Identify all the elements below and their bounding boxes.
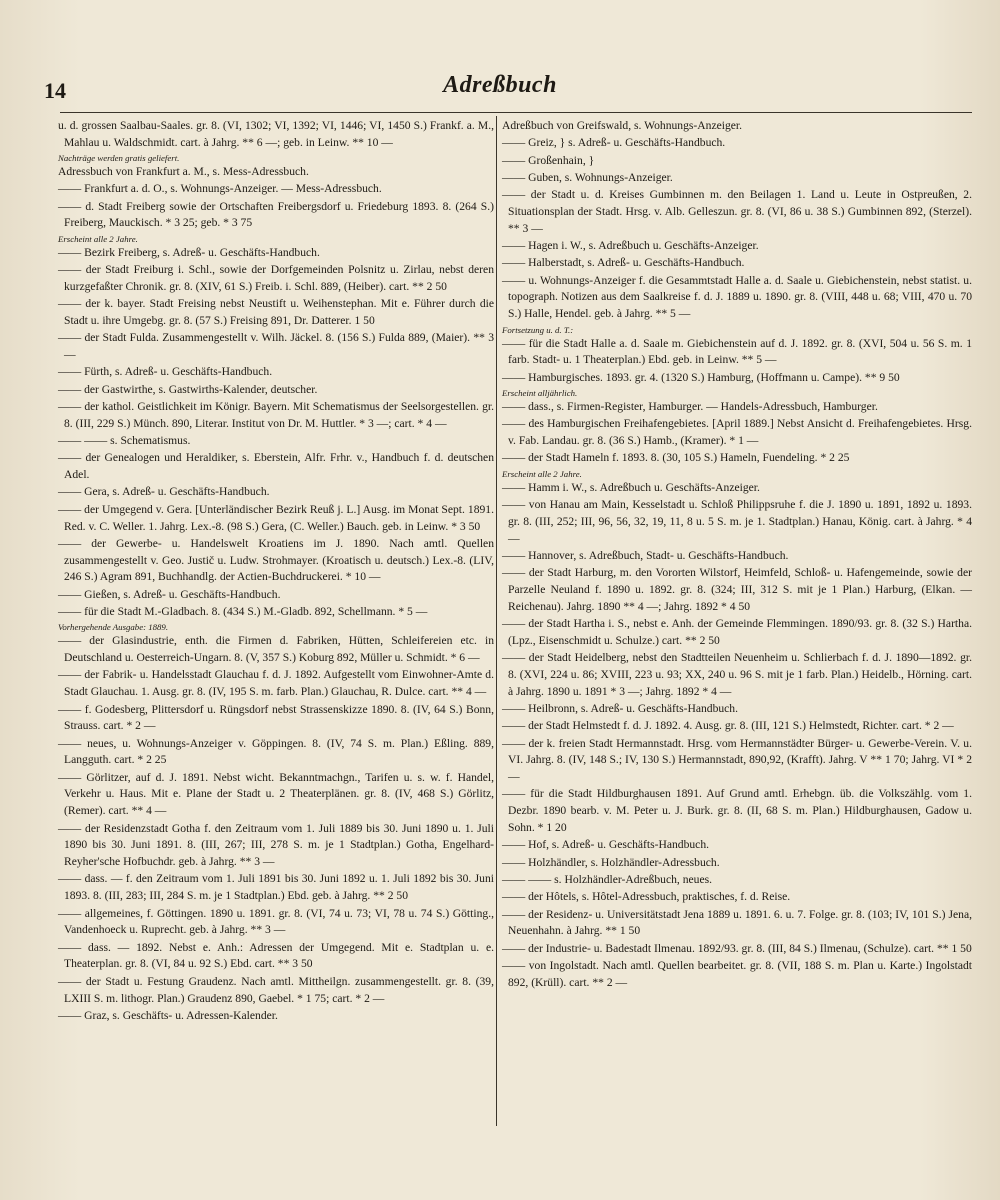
entry: —— der Stadt Harburg, m. den Vororten Wilstorf, Heimfeld, Schloß- u. Hafengemeinde, sowie der Parzelle Neuland f. 1890 u. 1892. gr. 8. (324; III, 312 S. mit je 1 Plan.) Harburg, (Elkan. — Reichenau). Jahrg. 1890 ** 4 —; Jahrg. 1892 * 4 50 <box>502 566 972 613</box>
entry: —— dass., s. Firmen-Register, Hamburger. — Handels-Adressbuch, Hamburger. <box>502 399 878 413</box>
entry: —— Greiz, } s. Adreß- u. Geschäfts-Handbuch. <box>502 136 726 150</box>
entry-note: Erscheint alle 2 Jahre. <box>502 468 582 479</box>
entry: —— der Stadt Heidelberg, nebst den Stadtteilen Neuenheim u. Schlierbach f. d. J. 1890—1892. gr. 8. (XVI, 224 u. 86; XVIII, 223 u. 93; XX, 240 u. 96 S. mit je 1 farb. Plan.) Heidelb., Hörning. cart. à Jahrg. 1890 u. 1891 * 3 —; Jahrg. 1892 * 4 — <box>502 651 972 698</box>
entry: Adressbuch von Frankfurt a. M., s. Mess-Adressbuch. <box>58 165 309 179</box>
entry: —— Halberstadt, s. Adreß- u. Geschäfts-Handbuch. <box>502 256 745 270</box>
entry: Adreßbuch von Greifswald, s. Wohnungs-Anzeiger. <box>502 119 743 132</box>
right-column <box>502 118 972 992</box>
entry: —— dass. — f. den Zeitraum vom 1. Juli 1891 bis 30. Juni 1892 u. 1. Juli 1892 bis 30. Juni 1893. 8. (III, 283; III, 284 S. m. je 1 Stadtplan.) Ebd. geb. à Jahrg. ** 2 50 <box>58 872 494 903</box>
entry: —— für die Stadt Hildburghausen 1891. Auf Grund amtl. Erhebgn. üb. die Volkszählg. vom 1. Dezbr. 1890 bearb. v. M. Peter u. J. Burk. gr. 8. (II, 68 S. m. Plan.) Hildburghausen, Gadow u. Sohn. * 1 20 <box>502 787 972 835</box>
entry: —— Hof, s. Adreß- u. Geschäfts-Handbuch. <box>502 838 710 852</box>
entry: —— Fürth, s. Adreß- u. Geschäfts-Handbuch. <box>58 365 273 379</box>
entry: —— Bezirk Freiberg, s. Adreß- u. Geschäfts-Handbuch. <box>58 245 320 259</box>
entry: —— der Stadt Hartha i. S., nebst e. Anh. der Gemeinde Flemmingen. 1890/93. gr. 8. (32 S.) Hartha. (Lpz., Eisenschmidt u. Schulze.) cart. ** 2 50 <box>502 617 972 647</box>
entry: —— der kathol. Geistlichkeit im Königr. Bayern. Mit Schematismus der Seelsorgestellen. gr. 8. (III, 229 S.) Münch. 890, Literar. Institut von Dr. M. Huttler. * 3 —; cart. * 4 — <box>58 399 494 430</box>
entry: —— Hamburgisches. 1893. gr. 4. (1320 S.) Hamburg, (Hoffmann u. Campe). ** 9 50 <box>502 370 900 384</box>
entry: —— der Stadt u. Festung Graudenz. Nach amtl. Mittheilgn. zusammengestellt. gr. 8. (39, LXIII S. m. lithogr. Plan.) Graudenz 890, Gaebel. * 1 75; cart. * 2 — <box>58 974 494 1005</box>
entry: —— d. Stadt Freiberg sowie der Ortschaften Freibergsdorf u. Friedeburg 1893. 8. (264 S.) Freiberg, Mauckisch. * 3 25; geb. * 3 75 <box>58 199 494 230</box>
entry: —— von Hanau am Main, Kesselstadt u. Schloß Philippsruhe f. die J. 1890 u. 1891, 1892 u. 1893. gr. 8. (III, 252; III, 96, 56, 32, 19, 11, 8 u. 5 S. m. je 1. Stadtplan.) Hanau, König. cart. à Jahrg. * 4 — <box>502 497 972 545</box>
entry: —— des Hamburgischen Freihafengebietes. [April 1889.] Nebst Ansicht d. Freihafengebietes. Hrsg. v. Fab. Landau. gr. 8. (36 S.) Hamb., (Kramer). * 1 — <box>502 417 972 448</box>
entry: —— Hamm i. W., s. Adreßbuch u. Geschäfts-Anzeiger. <box>502 480 760 494</box>
entry: —— von Ingolstadt. Nach amtl. Quellen bearbeitet. gr. 8. (VII, 188 S. m. Plan u. Karte.) Ingolstadt 892, (Krüll). cart. ** 2 — <box>502 958 972 989</box>
entry: —— Görlitzer, auf d. J. 1891. Nebst wicht. Bekanntmachgn., Tarifen u. s. w. f. Handel, Verkehr u. Haus. Mit e. Plane der Stadt u. 2 Theaterplänen. gr. 8. (IV, 468 S.) Görlitz, (Remer). cart. ** 4 — <box>58 770 494 818</box>
entry: —— der Residenzstadt Gotha f. den Zeitraum vom 1. Juli 1889 bis 30. Juni 1890 u. 1. Juli 1890 bis 30. Juni 1891. 8. (III, 267; III, 278 S. m. je 1 Stadtplan.) Gotha, Engelhard-Reyher'sche Hofbuchdr. geb. à Jahrg. ** 3 — <box>58 821 494 869</box>
entry: —— Holzhändler, s. Holzhändler-Adressbuch. <box>502 855 720 869</box>
entry: —— der k. freien Stadt Hermannstadt. Hrsg. vom Hermannstädter Bürger- u. Gewerbe-Verein. V. u. VI. Jahrg. 8. (IV, 148 S.; IV, 130 S.) Hermannstadt, 890,92, (Krafft). Jahrg. V ** 1 70; Jahrg. VI * 2 — <box>502 736 972 784</box>
page-number: 14 <box>44 78 66 103</box>
entry: u. d. grossen Saalbau-Saales. gr. 8. (VI, 1302; VI, 1392; VI, 1446; VI, 1450 S.) Frankf. a. M., Mahlau u. Waldschmidt. cart. à Jahrg. ** 6 —; geb. in Leinw. ** 10 — <box>58 119 494 149</box>
entry: —— u. Wohnungs-Anzeiger f. die Gesammtstadt Halle a. d. Saale u. Giebichenstein, nebst statist. u. topograph. Notizen aus dem Saalkreise f. d. J. 1889 u. 1890. gr. 8. (VIII, 448 u. 68; VIII, 470 u. 70 S.) Halle, Hendel. geb. à Jahrg. ** 5 — <box>502 273 972 321</box>
entry: —— der Stadt Helmstedt f. d. J. 1892. 4. Ausg. gr. 8. (III, 121 S.) Helmstedt, Richter. cart. * 2 — <box>502 719 954 733</box>
running-head: Adreßbuch <box>443 72 557 98</box>
header-rule <box>60 112 972 113</box>
entry-note: Vorhergehende Ausgabe: 1889. <box>58 622 169 633</box>
entry: —— der Gastwirthe, s. Gastwirths-Kalender, deutscher. <box>58 382 318 396</box>
entry: —— der Stadt Hameln f. 1893. 8. (30, 105 S.) Hameln, Fuendeling. * 2 25 <box>502 451 850 465</box>
entry: —— Gera, s. Adreß- u. Geschäfts-Handbuch. <box>58 485 270 499</box>
entry: —— Hagen i. W., s. Adreßbuch u. Geschäfts-Anzeiger. <box>502 239 759 253</box>
entry: —— für die Stadt M.-Gladbach. 8. (434 S.) M.-Gladb. 892, Schellmann. * 5 — <box>58 605 428 619</box>
entry: —— f. Godesberg, Plittersdorf u. Rüngsdorf nebst Strassenskizze 1890. 8. (IV, 64 S.) Bonn, Strauss. cart. * 2 — <box>58 702 494 733</box>
column-divider <box>496 116 497 1126</box>
entry: —— Frankfurt a. d. O., s. Wohnungs-Anzeiger. — Mess-Adressbuch. <box>58 182 382 196</box>
entry: —— Graz, s. Geschäfts- u. Adressen-Kalender. <box>58 1008 278 1022</box>
entry-note: Erscheint alle 2 Jahre. <box>58 233 138 244</box>
left-column <box>58 118 494 1025</box>
entry: —— dass. — 1892. Nebst e. Anh.: Adressen der Umgegend. Mit e. Stadtplan u. e. Theaterplan. gr. 8. (VI, 84 u. 92 S.) Ebd. cart. ** 3 50 <box>58 940 494 971</box>
entry: —— der Stadt u. d. Kreises Gumbinnen m. den Beilagen 1. Land u. Leute in Ostpreußen, 2. Situationsplan der Stadt. Hrsg. v. Alb. Gelleszun. gr. 8. (VI, 86 u. 38 S.) Gumbinnen 892, (Sterzel). ** 3 — <box>502 188 972 235</box>
entry-note: Erscheint alljährlich. <box>502 387 578 398</box>
entry: —— der Gewerbe- u. Handelswelt Kroatiens im J. 1890. Nach amtl. Quellen zusammengestellt v. Geo. Justič u. Ludw. Strohmayer. (Kroatisch u. deutsch.) Lex.-8. (LIV, 246 S.) Agram 891, Buchhandlg. der Actien-Buchdruckerei. * 10 — <box>58 536 494 584</box>
entry: —— der Industrie- u. Badestadt Ilmenau. 1892/93. gr. 8. (III, 84 S.) Ilmenau, (Schulze). cart. ** 1 50 <box>502 941 972 955</box>
entry: —— Hannover, s. Adreßbuch, Stadt- u. Geschäfts-Handbuch. <box>502 548 789 562</box>
entry: —— der Residenz- u. Universitätstadt Jena 1889 u. 1891. 6. u. 7. Folge. gr. 8. (103; IV, 101 S.) Jena, Neuenhahn. à Jahrg. ** 1 50 <box>502 907 972 938</box>
entry: —— —— s. Holzhändler-Adreßbuch, neues. <box>502 872 713 886</box>
entry: —— der Genealogen und Heraldiker, s. Eberstein, Alfr. Frhr. v., Handbuch f. d. deutschen Adel. <box>58 451 494 482</box>
entry: —— der k. bayer. Stadt Freising nebst Neustift u. Weihenstephan. Mit e. Führer durch die Stadt u. ihre Umgebg. gr. 8. (57 S.) Freising 891, Dr. Datterer. 1 50 <box>58 297 494 327</box>
entry: —— der Fabrik- u. Handelsstadt Glauchau f. d. J. 1892. Aufgestellt vom Einwohner-Amte d. Stadt Glauchau. 1. Ausg. gr. 8. (IV, 195 S. m. farb. Plan.) Glauchau, R. Dulce. cart. ** 4 — <box>58 668 494 699</box>
entry: —— allgemeines, f. Göttingen. 1890 u. 1891. gr. 8. (VI, 74 u. 73; VI, 78 u. 74 S.) Götting., Vandenhoeck u. Ruprecht. geb. à Jahrg. ** 3 — <box>58 906 494 937</box>
entry: —— Heilbronn, s. Adreß- u. Geschäfts-Handbuch. <box>502 702 739 715</box>
entry: —— der Stadt Fulda. Zusammengestellt v. Wilh. Jäckel. 8. (156 S.) Fulda 889, (Maier). ** 3 — <box>58 331 494 362</box>
entry: —— —— s. Schematismus. <box>58 434 191 448</box>
entry: —— neues, u. Wohnungs-Anzeiger v. Göppingen. 8. (IV, 74 S. m. Plan.) Eßling. 889, Langguth. cart. * 2 25 <box>58 736 494 767</box>
entry-note: Nachträge werden gratis geliefert. <box>58 153 180 164</box>
entry: —— der Stadt Freiburg i. Schl., sowie der Dorfgemeinden Polsnitz u. Zirlau, nebst deren kurzgefaßter Chronik. gr. 8. (XIV, 61 S.) Freib. i. Schl. 889, (Heiber). cart. ** 2 50 <box>58 263 494 293</box>
entry: —— der Umgegend v. Gera. [Unterländischer Bezirk Reuß j. L.] Ausg. im Monat Sept. 1891. Red. v. C. Weller. 1. Jahrg. Lex.-8. (98 S.) Gera, (C. Weller.) Bauch. geb. in Leinw. * 3 50 <box>58 502 494 533</box>
entry: —— der Glasindustrie, enth. die Firmen d. Fabriken, Hütten, Schleifereien etc. in Deutschland u. Oesterreich-Ungarn. 8. (V, 357 S.) Koburg 892, Müller u. Schmidt. * 6 — <box>58 634 494 665</box>
entry-note: Fortsetzung u. d. T.: <box>502 324 574 335</box>
entry: —— Guben, s. Wohnungs-Anzeiger. <box>502 170 673 184</box>
entry: —— für die Stadt Halle a. d. Saale m. Giebichenstein auf d. J. 1892. gr. 8. (XVI, 504 u. 56 S. m. 1 farb. Stadt- u. 1 Theaterplan.) Ebd. geb. in Leinw. ** 5 — <box>502 336 972 367</box>
entry: —— der Hôtels, s. Hôtel-Adressbuch, praktisches, f. d. Reise. <box>502 890 791 904</box>
entry: —— Großenhain, } <box>502 153 595 167</box>
entry: —— Gießen, s. Adreß- u. Geschäfts-Handbuch. <box>58 587 281 601</box>
